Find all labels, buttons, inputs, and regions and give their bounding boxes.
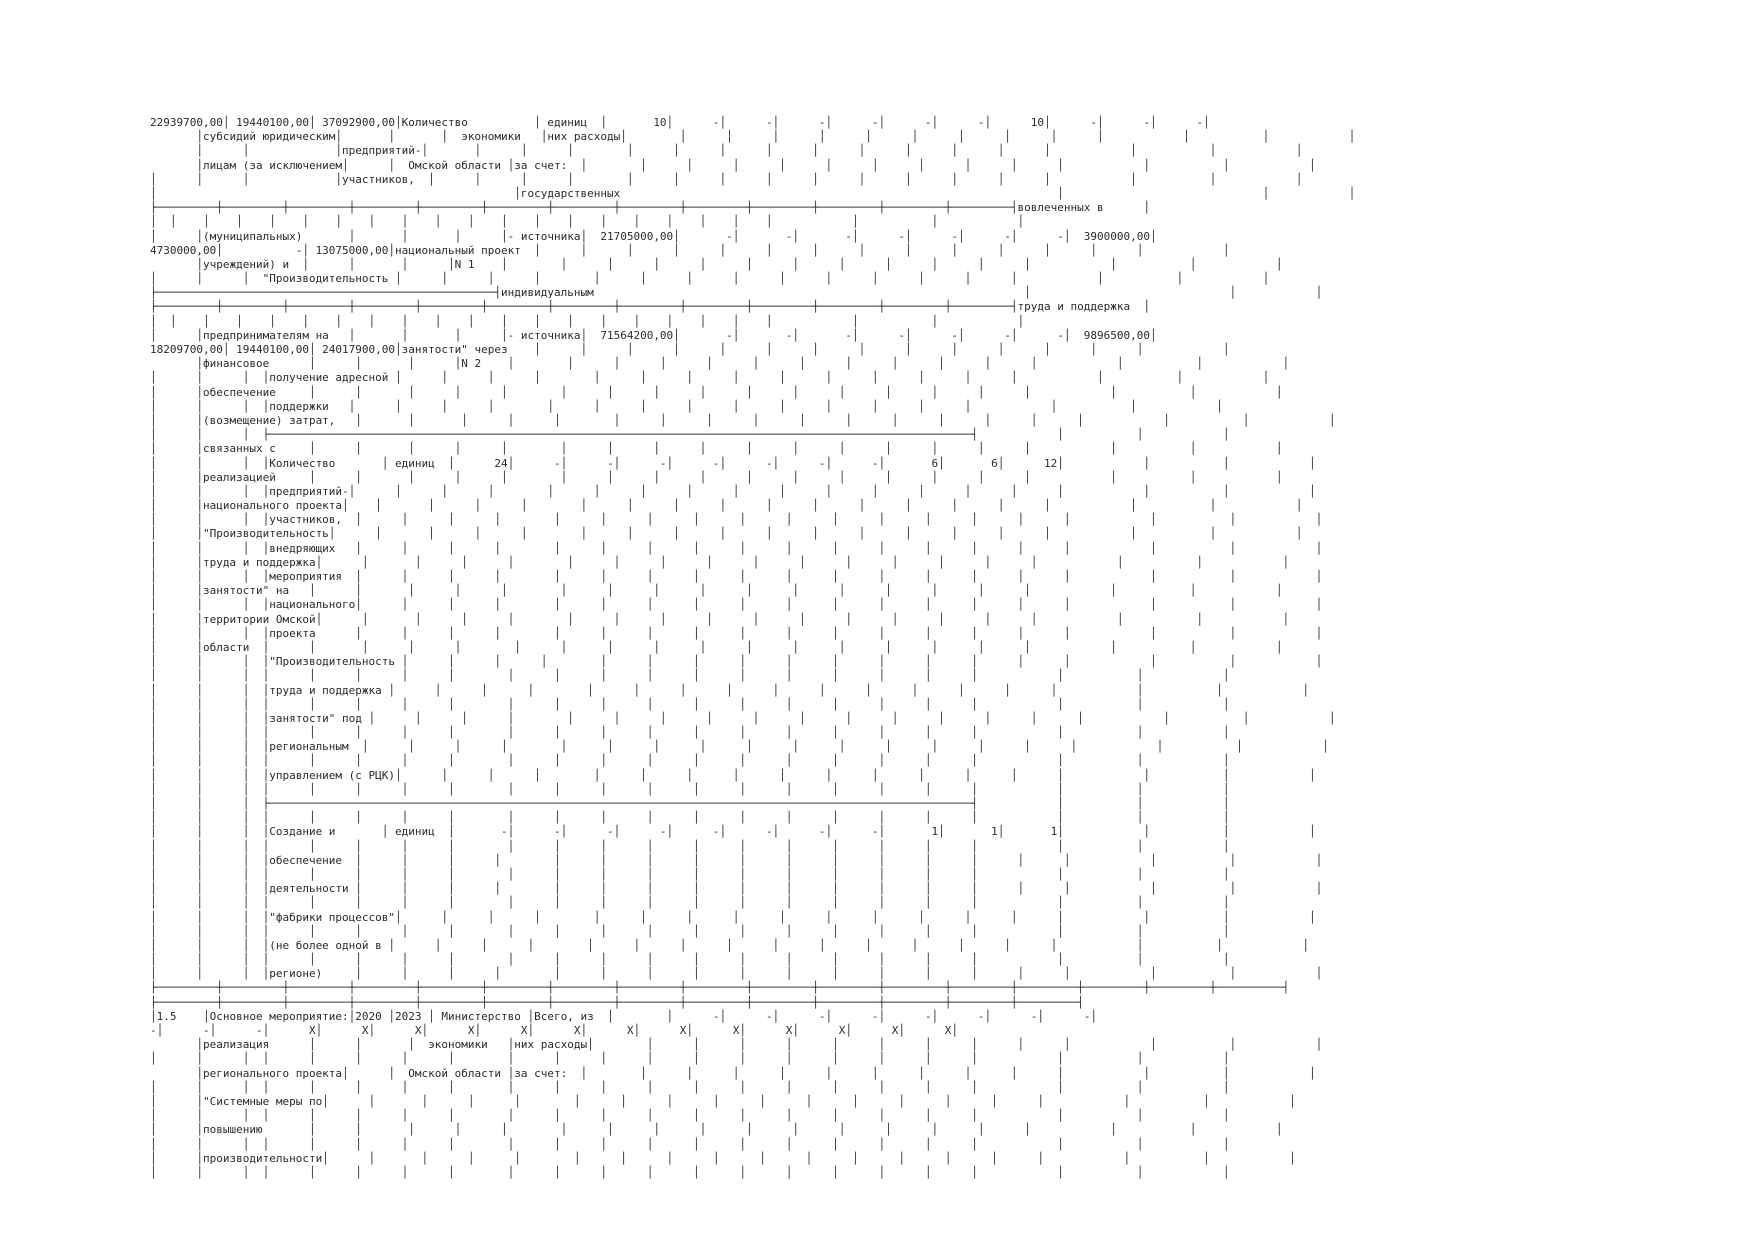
table-line: │ │связанных с │ │ │ │ │ │ │ │ │ │ │ │ │ │ │ │ │ │ │ (150, 442, 1283, 456)
table-line: │реализация │ │ │ экономики │них расходы│ │ │ │ │ │ │ │ │ │ │ │ │ │ (150, 1038, 1323, 1052)
table-line: │ │ │ │ │ │ │ │ │ │ │ │ │ │ │ │ │ │ │ │ │ │ (150, 1109, 1230, 1123)
table-line: │ │ │ │ │ │ │ │ │ │ │ │ │ │ │ │ │ │ │ │ │ │ (150, 896, 1230, 910)
table-line: │ │"Системные меры по│ │ │ │ │ │ │ │ │ │ │ │ │ │ │ │ │ │ │ (150, 1094, 1296, 1108)
table-line: │ │занятости" на │ │ │ │ │ │ │ │ │ │ │ │ │ │ │ │ │ │ │ (150, 584, 1283, 598)
table-line: │ │ │ │ │ │ │ │ │ │ │ │ │ │ │ │ │ │ │ │ │ │ (150, 1052, 1230, 1066)
table-line: │ │реализацией │ │ │ │ │ │ │ │ │ │ │ │ │ │ │ │ │ │ │ (150, 470, 1283, 484)
table-line: │субсидий юридическим│ │ │ экономики │них расходы│ │ │ │ │ │ │ │ │ │ │ │ │ │ (150, 130, 1356, 144)
table-line: ├─────────┼─────────┼─────────┼─────────┼─────────┼─────────┼─────────┼─────────┼─────────┼─────────┼─────────┼─────────┼─────────┤вовлеченных в │ (150, 201, 1151, 215)
text-table (150, 116, 1355, 1180)
table-line: │ │ │ │деятельности │ │ │ │ │ │ │ │ │ │ │ │ │ │ │ │ │ │ │ (150, 882, 1323, 896)
table-line: │ │ │ │труда и поддержка │ │ │ │ │ │ │ │ │ │ │ │ │ │ │ │ │ │ (150, 683, 1309, 697)
table-line: ├───────────────────────────────────────────────────┤индивидуальным │ │ │ (150, 286, 1323, 300)
table-line: │ │области │ │ │ │ │ │ │ │ │ │ │ │ │ │ │ │ │ │ │ │ (150, 640, 1283, 654)
table-line: │ │территории Омской│ │ │ │ │ │ │ │ │ │ │ │ │ │ │ │ │ │ │ (150, 612, 1290, 626)
table-line: │ │ │ │ │ │ │ │ │ │ │ │ │ │ │ │ │ │ │ │ │ │ │ (150, 215, 1025, 229)
table-line: │ │ │ │ │ │ │ │ │ │ │ │ │ │ │ │ │ │ │ │ │ │ (150, 1165, 1230, 1179)
table-line: │ │повышению │ │ │ │ │ │ │ │ │ │ │ │ │ │ │ │ │ │ │ (150, 1123, 1283, 1137)
table-line: │ │ │ │предприятий-│ │ │ │ │ │ │ │ │ │ │ │ │ │ │ │ │ │ │ (150, 484, 1316, 498)
table-line: ├─────────┼─────────┼─────────┼─────────┼─────────┼─────────┼─────────┼─────────┼─────────┼─────────┼─────────┼─────────┼─────────┤труда и поддержка │ (150, 300, 1151, 314)
table-line: │ │ │предприятий-│ │ │ │ │ │ │ │ │ │ │ │ │ │ │ │ │ (150, 144, 1303, 158)
table-line: │лицам (за исключением│ │ Омской области │за счет: │ │ │ │ │ │ │ │ │ │ │ │ │ │ (150, 158, 1316, 172)
table-line: │ │ │ │ │ │ │ │ │ │ │ │ │ │ │ │ │ │ │ │ │ │ (150, 697, 1230, 711)
table-line: │ │ │ │Количество │ единиц │ 24│ -│ -│ -│ -│ -│ -│ -│ 6│ 6│ 12│ │ │ │ (150, 456, 1316, 470)
table-line: │ │ │ │ │ │ │ │ │ │ │ │ │ │ │ │ │ │ │ │ │ │ (150, 811, 1230, 825)
table-line: │ │государственных │ │ │ (150, 186, 1356, 200)
table-line: │ │ │ │(не более одной в │ │ │ │ │ │ │ │ │ │ │ │ │ │ │ │ │ │ (150, 938, 1309, 952)
table-line: 18209700,00│ 19440100,00│ 24017900,00│занятости" через │ │ │ │ │ │ │ │ │ │ │ │ │ │ │ (150, 343, 1230, 356)
table-line: │ │обеспечение │ │ │ │ │ │ │ │ │ │ │ │ │ │ │ │ │ │ │ (150, 385, 1283, 399)
table-line: │ │ │ │ │ │ │ │ │ │ │ │ │ │ │ │ │ │ │ │ │ │ (150, 1080, 1230, 1094)
table-line: │ │ │ │национального│ │ │ │ │ │ │ │ │ │ │ │ │ │ │ │ │ │ │ (150, 598, 1323, 612)
table-line: 4730000,00│ -│ 13075000,00│национальный проект │ │ │ │ │ │ │ │ │ │ │ │ │ │ │ (150, 243, 1230, 257)
table-line: │ │ │ │внедряющих │ │ │ │ │ │ │ │ │ │ │ │ │ │ │ │ │ │ │ (150, 541, 1323, 555)
table-line: │ │ │ │занятости" под │ │ │ │ │ │ │ │ │ │ │ │ │ │ │ │ │ │ │ (150, 711, 1336, 725)
table-line: │ │ │ ├──────────────────────────────────────────────────────────────────────────────────────────────────────────┤ │ │ │ (150, 797, 1230, 810)
table-line: │ │ │ ├──────────────────────────────────────────────────────────────────────────────────────────────────────────┤ │ │ │ (150, 428, 1230, 442)
table-line: │ │ │ │региональным │ │ │ │ │ │ │ │ │ │ │ │ │ │ │ │ │ │ │ (150, 740, 1329, 754)
table-line: │ │ │ │обеспечение │ │ │ │ │ │ │ │ │ │ │ │ │ │ │ │ │ │ │ (150, 853, 1323, 867)
table-line: │1.5 │Основное мероприятие:│2020 │2023 │ Министерство │Всего, из │ │ -│ -│ -│ -│ -│ -│ -│ -│ (150, 1009, 1098, 1023)
table-line: │ │ │ │ │ │ │ │ │ │ │ │ │ │ │ │ │ │ │ │ │ │ (150, 924, 1230, 938)
table-line: │ │ │ │ │ │ │ │ │ │ │ │ │ │ │ │ │ │ │ │ │ │ (150, 726, 1230, 740)
table-line: │ │ │ │ │ │ │ │ │ │ │ │ │ │ │ │ │ │ │ │ │ │ (150, 867, 1230, 881)
table-line: │ │(муниципальных) │ │ │ │- источника│ 21705000,00│ -│ -│ -│ -│ -│ -│ -│ 3900000,00│ (150, 229, 1157, 243)
table-line: │финансовое │ │ │ │N 2 │ │ │ │ │ │ │ │ │ │ │ │ │ │ │ (150, 357, 1290, 371)
table-line: -│ -│ -│ X│ X│ X│ X│ X│ X│ X│ X│ X│ X│ X│ X│ X│ (150, 1024, 958, 1037)
table-line: │учреждений) и │ │ │ │N 1 │ │ │ │ │ │ │ │ │ │ │ │ │ │ │ (150, 257, 1283, 271)
table-line: │ │ │ │ │ │ │ │ │ │ │ │ │ │ │ │ │ │ │ │ │ │ (150, 782, 1230, 796)
table-line: │ │ │ │участников, │ │ │ │ │ │ │ │ │ │ │ │ │ │ │ │ │ (150, 172, 1303, 186)
table-line: │ │ │ │ │ │ │ │ │ │ │ │ │ │ │ │ │ │ │ │ │ │ (150, 1137, 1230, 1151)
table-line: │ │производительности│ │ │ │ │ │ │ │ │ │ │ │ │ │ │ │ │ │ │ (150, 1151, 1296, 1165)
table-line: │ │национального проекта│ │ │ │ │ │ │ │ │ │ │ │ │ │ │ │ │ │ │ (150, 499, 1303, 513)
table-line: │ │ │ │"фабрики процессов"│ │ │ │ │ │ │ │ │ │ │ │ │ │ │ │ │ │ (150, 910, 1316, 924)
table-line: │ │труда и поддержка│ │ │ │ │ │ │ │ │ │ │ │ │ │ │ │ │ │ │ (150, 555, 1290, 569)
table-line: │регионального проекта│ │ Омской области │за счет: │ │ │ │ │ │ │ │ │ │ │ │ │ │ (150, 1066, 1316, 1080)
table-line: │ │ │ │проекта │ │ │ │ │ │ │ │ │ │ │ │ │ │ │ │ │ │ │ (150, 626, 1323, 640)
table-line: │ │ │ │ │ │ │ │ │ │ │ │ │ │ │ │ │ │ │ │ │ │ (150, 669, 1230, 683)
table-line: │ │ │ │участников, │ │ │ │ │ │ │ │ │ │ │ │ │ │ │ │ │ │ │ (150, 513, 1323, 527)
table-line: │ │ │ │Создание и │ единиц │ -│ -│ -│ -│ -│ -│ -│ -│ 1│ 1│ 1│ │ │ │ (150, 825, 1316, 839)
table-line: ├─────────┼─────────┼─────────┼─────────┼─────────┼─────────┼─────────┼─────────┼─────────┼─────────┼─────────┼─────────┼─────────┼─────────┤ (150, 995, 1084, 1009)
table-line: │ │ │ │ │ │ │ │ │ │ │ │ │ │ │ │ │ │ │ │ │ │ (150, 839, 1230, 853)
table-line: │ │ │ "Производительность │ │ │ │ │ │ │ │ │ │ │ │ │ │ │ │ │ (150, 272, 1270, 286)
table-line: │ │ │ │регионе) │ │ │ │ │ │ │ │ │ │ │ │ │ │ │ │ │ │ │ (150, 967, 1323, 981)
table-line: │ │ │ │ │ │ │ │ │ │ │ │ │ │ │ │ │ │ │ │ │ │ (150, 953, 1230, 967)
table-line: 22939700,00│ 19440100,00│ 37092900,00│Количество │ единиц │ 10│ -│ -│ -│ -│ -│ -│ 10│ -│ -│ -│ (150, 116, 1210, 129)
table-line: │ │предпринимателям на │ │ │ │- источника│ 71564200,00│ -│ -│ -│ -│ -│ -│ -│ 9896500,00│ (150, 328, 1157, 342)
table-line: │ │ │ │ │ │ │ │ │ │ │ │ │ │ │ │ │ │ │ │ │ │ │ (150, 314, 1025, 328)
table-line: │ │ │ │получение адресной │ │ │ │ │ │ │ │ │ │ │ │ │ │ │ │ │ (150, 371, 1270, 385)
table-line: │ │(возмещение) затрат, │ │ │ │ │ │ │ │ │ │ │ │ │ │ │ │ │ │ │ (150, 413, 1336, 427)
table-line: ├─────────┼─────────┼─────────┼─────────┼─────────┼─────────┼─────────┼─────────┼─────────┼─────────┼─────────┼─────────┼─────────┼─────────┼─────────┼─────────┼──────────┤ (150, 981, 1290, 995)
table-line: │ │ │ │мероприятия │ │ │ │ │ │ │ │ │ │ │ │ │ │ │ │ │ │ │ (150, 570, 1323, 583)
table-line: │ │ │ │"Производительность │ │ │ │ │ │ │ │ │ │ │ │ │ │ │ │ │ │ (150, 655, 1323, 669)
table-line: │ │ │ │управлением (с РЦК)│ │ │ │ │ │ │ │ │ │ │ │ │ │ │ │ │ │ (150, 768, 1316, 782)
table-line: │ │"Производительность│ │ │ │ │ │ │ │ │ │ │ │ │ │ │ │ │ │ │ (150, 527, 1303, 541)
table-line: │ │ │ │ │ │ │ │ │ │ │ │ │ │ │ │ │ │ │ │ │ │ (150, 754, 1230, 768)
table-line: │ │ │ │поддержки │ │ │ │ │ │ │ │ │ │ │ │ │ │ │ │ │ (150, 399, 1223, 413)
